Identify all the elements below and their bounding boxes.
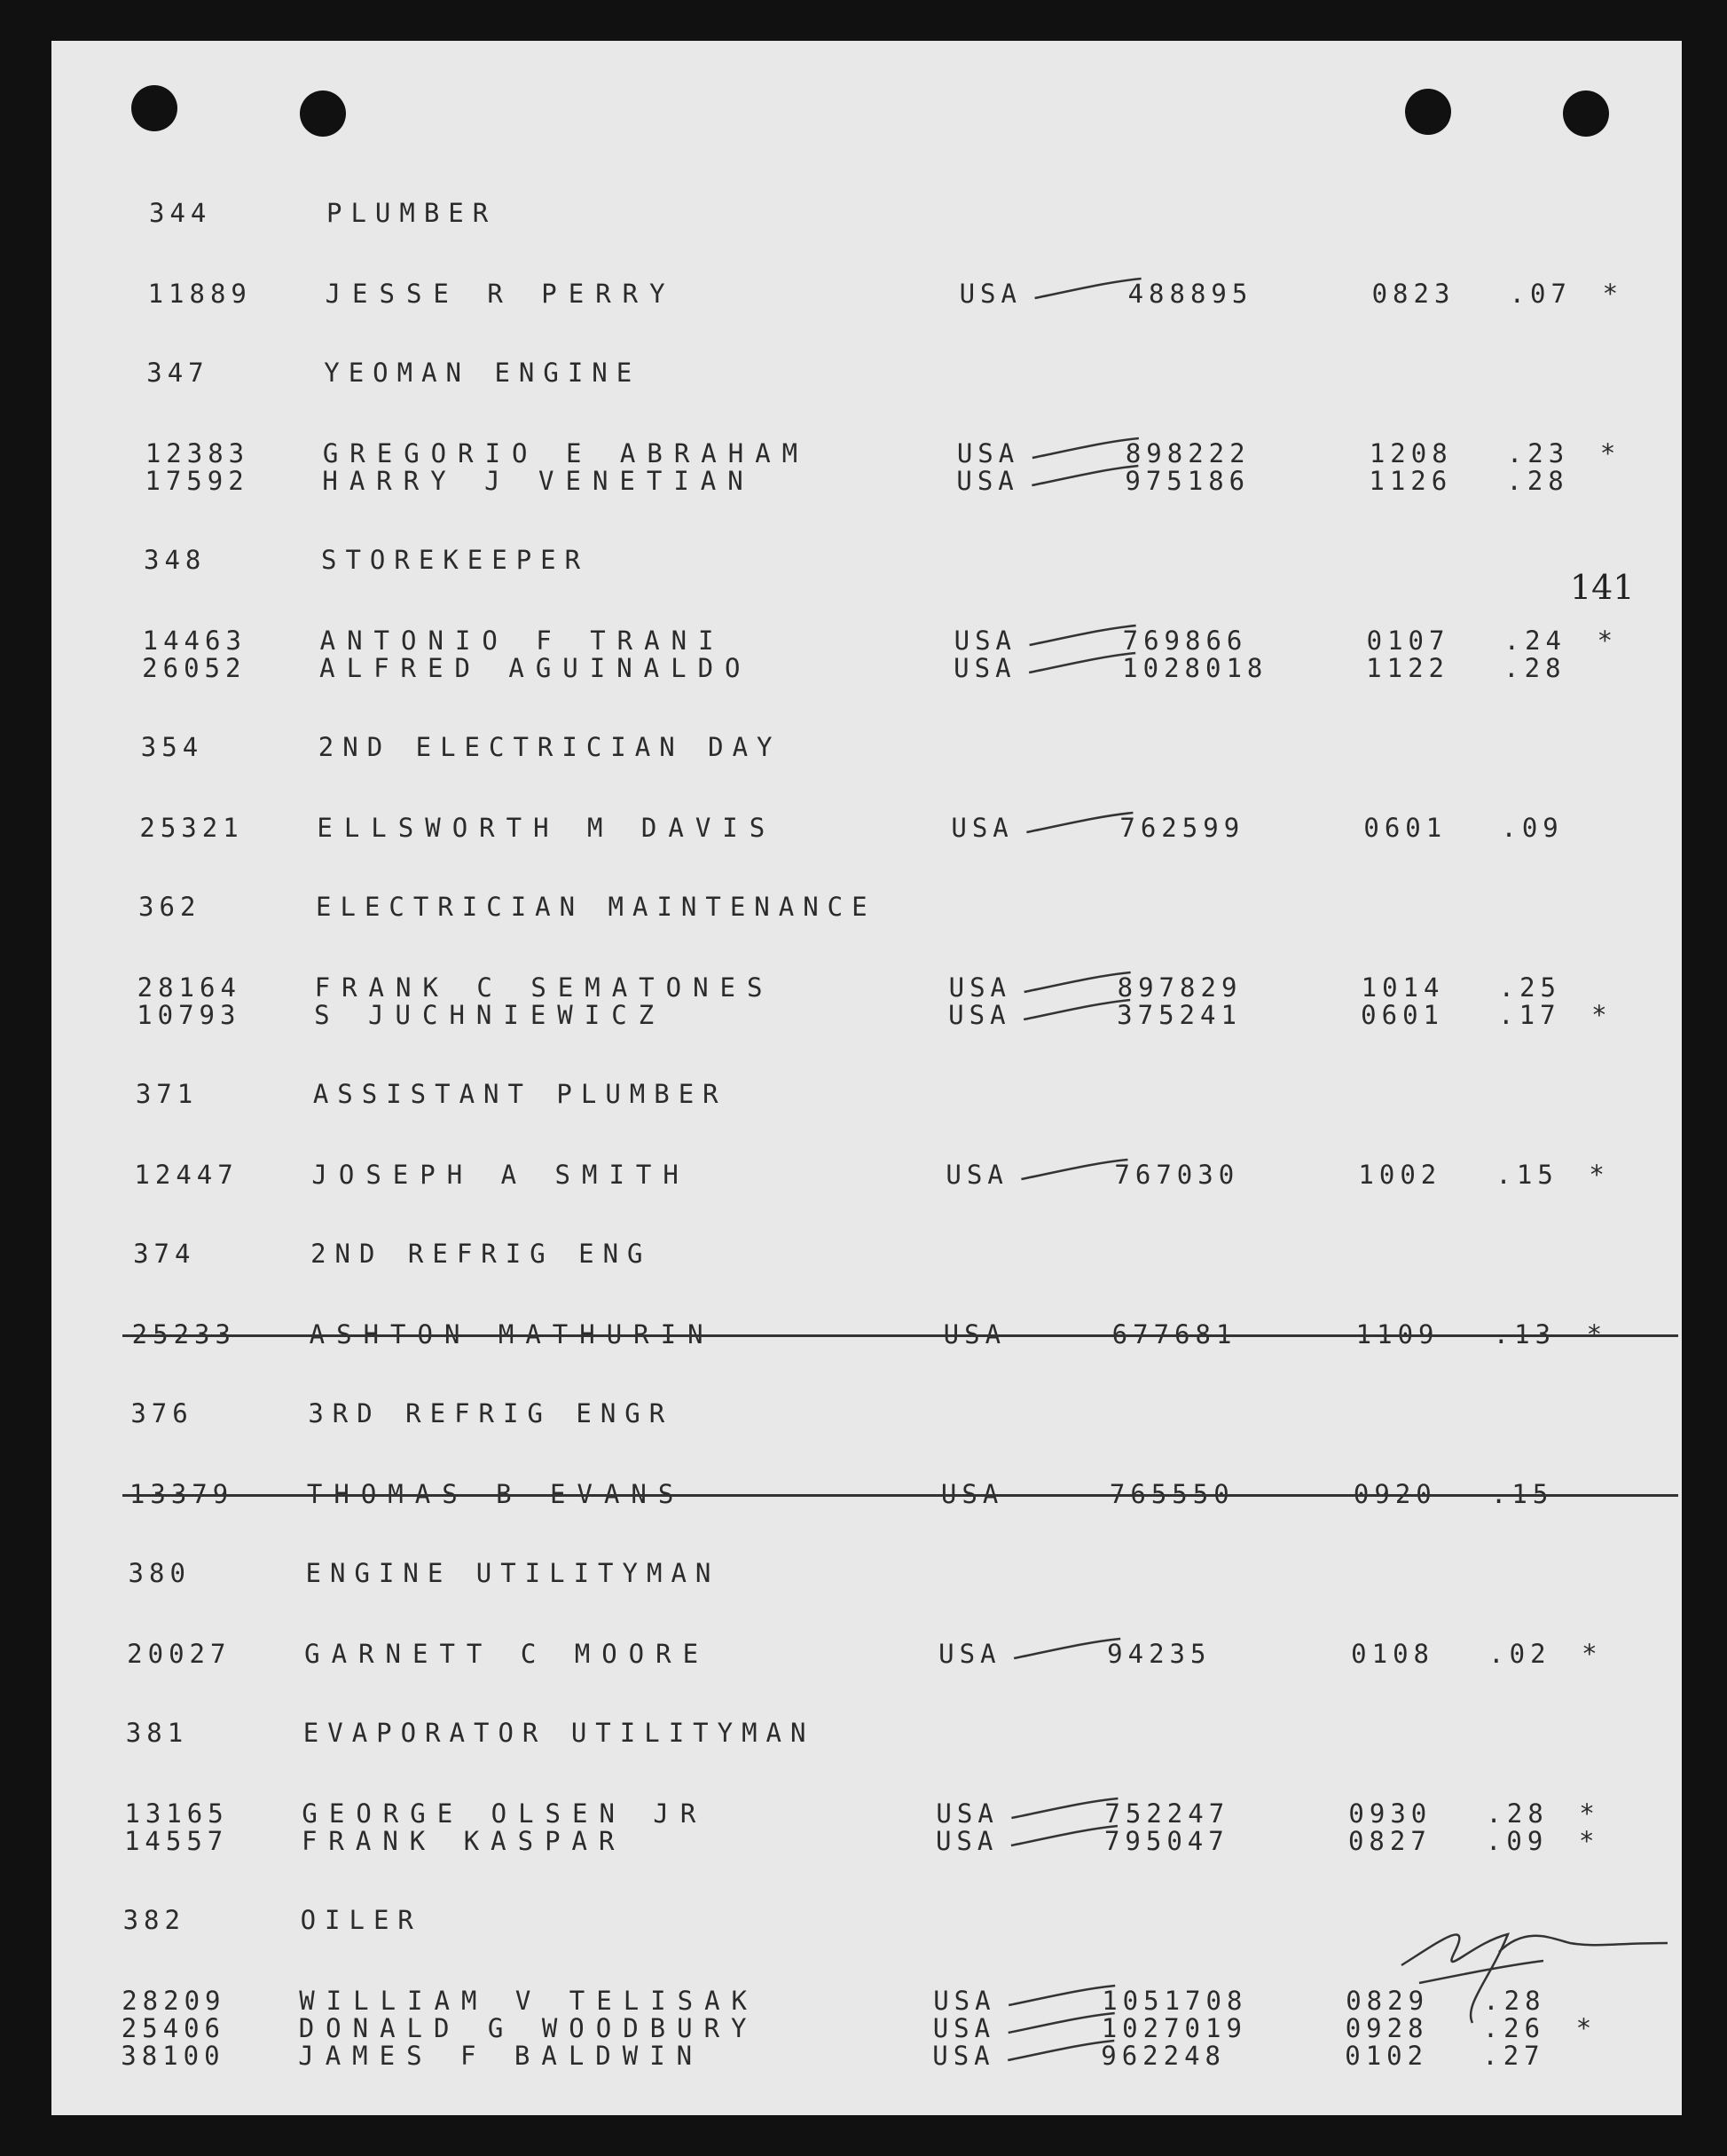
check-stroke bbox=[1035, 279, 1142, 298]
check-stroke bbox=[1011, 1798, 1118, 1818]
crew-name: THOMAS B EVANS bbox=[306, 1479, 686, 1509]
rate: .17 bbox=[1498, 1000, 1561, 1030]
citizenship: USA bbox=[956, 438, 1020, 468]
crew-name: HARRY J VENETIAN bbox=[322, 466, 755, 496]
citizenship: USA bbox=[932, 2041, 995, 2071]
citizenship: USA bbox=[948, 1000, 1011, 1030]
rate: .24 bbox=[1503, 626, 1567, 656]
mark: * bbox=[1589, 1160, 1610, 1190]
citizenship: USA bbox=[932, 2013, 996, 2043]
mark: * bbox=[1591, 1000, 1613, 1030]
check-stroke bbox=[1009, 2013, 1115, 2033]
date-code: 1208 bbox=[1369, 438, 1453, 468]
mark: * bbox=[1599, 438, 1621, 468]
id-number: 1028018 bbox=[1122, 653, 1268, 683]
check-stroke bbox=[1008, 2041, 1114, 2060]
check-stroke bbox=[1024, 1000, 1130, 1019]
date-code: 0930 bbox=[1348, 1798, 1433, 1829]
rating-title: ASSISTANT PLUMBER bbox=[312, 1079, 727, 1109]
rating-title: PLUMBER bbox=[326, 198, 498, 228]
date-code: 0928 bbox=[1345, 2013, 1429, 2043]
check-stroke bbox=[1021, 1160, 1127, 1179]
crew-name: GARNETT C MOORE bbox=[304, 1639, 710, 1669]
crew-number: 20027 bbox=[127, 1639, 232, 1669]
rate: .15 bbox=[1490, 1479, 1554, 1509]
crew-name: DONALD G WOODBURY bbox=[298, 2013, 758, 2043]
crew-name: FRANK C SEMATONES bbox=[314, 972, 774, 1003]
date-code: 0823 bbox=[1371, 279, 1456, 309]
mark: * bbox=[1578, 1826, 1600, 1856]
id-number: 795047 bbox=[1103, 1826, 1229, 1856]
mark: * bbox=[1579, 1798, 1600, 1829]
mark: * bbox=[1602, 279, 1624, 309]
crew-name: ELLSWORTH M DAVIS bbox=[317, 813, 777, 843]
date-code: 1126 bbox=[1369, 466, 1453, 496]
citizenship: USA bbox=[954, 653, 1017, 683]
crew-name: ALFRED AGUINALDO bbox=[319, 653, 752, 683]
citizenship: USA bbox=[933, 1986, 996, 2016]
rating-code: 362 bbox=[138, 892, 201, 922]
id-number: 975186 bbox=[1125, 466, 1251, 496]
rating-code: 347 bbox=[146, 358, 209, 388]
crew-name: ANTONIO F TRANI bbox=[319, 626, 726, 656]
citizenship: USA bbox=[935, 1826, 999, 1856]
rate: .23 bbox=[1506, 438, 1570, 468]
crew-number: 13379 bbox=[129, 1479, 234, 1509]
rating-title: 3RD REFRIG ENGR bbox=[308, 1398, 674, 1428]
rating-code: 380 bbox=[128, 1558, 191, 1588]
crew-number: 26052 bbox=[142, 653, 247, 683]
crew-name: GEORGE OLSEN JR bbox=[302, 1798, 708, 1829]
rating-title: YEOMAN ENGINE bbox=[324, 358, 641, 388]
signature bbox=[1401, 1934, 1668, 2023]
crew-name: JESSE R PERRY bbox=[325, 279, 677, 309]
crew-number: 28209 bbox=[122, 1986, 226, 2016]
id-number: 898222 bbox=[1125, 438, 1251, 468]
citizenship: USA bbox=[951, 813, 1014, 843]
rate: .25 bbox=[1498, 972, 1562, 1003]
rating-title: 2ND REFRIG ENG bbox=[310, 1239, 652, 1269]
check-stroke bbox=[1032, 438, 1139, 458]
citizenship: USA bbox=[956, 466, 1019, 496]
rate: .28 bbox=[1486, 1798, 1549, 1829]
rate: .09 bbox=[1501, 813, 1564, 843]
id-number: 1027019 bbox=[1101, 2013, 1247, 2043]
id-number: 962248 bbox=[1101, 2041, 1226, 2071]
citizenship: USA bbox=[948, 972, 1012, 1003]
rating-code: 382 bbox=[122, 1905, 185, 1935]
rate: .26 bbox=[1482, 2013, 1546, 2043]
crew-name: WILLIAM V TELISAK bbox=[299, 1986, 758, 2016]
mark: * bbox=[1586, 1319, 1608, 1349]
id-number: 677681 bbox=[1111, 1319, 1237, 1349]
rate: .28 bbox=[1506, 466, 1569, 496]
id-number: 769866 bbox=[1122, 626, 1248, 656]
check-stroke bbox=[1024, 972, 1131, 992]
rating-code: 374 bbox=[133, 1239, 196, 1269]
crew-number: 25406 bbox=[121, 2013, 226, 2043]
rating-code: 381 bbox=[125, 1718, 189, 1748]
crew-number: 25233 bbox=[131, 1319, 236, 1349]
date-code: 1014 bbox=[1361, 972, 1445, 1003]
rating-code: 376 bbox=[130, 1398, 193, 1428]
citizenship: USA bbox=[940, 1479, 1004, 1509]
crew-name: JAMES F BALDWIN bbox=[298, 2041, 704, 2071]
date-code: 0829 bbox=[1346, 1986, 1430, 2016]
crew-number: 28164 bbox=[137, 972, 241, 1003]
rating-title: ENGINE UTILITYMAN bbox=[305, 1558, 720, 1588]
check-stroke bbox=[1032, 466, 1138, 485]
citizenship: USA bbox=[946, 1160, 1009, 1190]
citizenship: USA bbox=[943, 1319, 1007, 1349]
date-code: 0920 bbox=[1353, 1479, 1437, 1509]
date-code: 0107 bbox=[1366, 626, 1450, 656]
citizenship: USA bbox=[954, 626, 1017, 656]
crew-number: 11889 bbox=[147, 279, 252, 309]
id-number: 375241 bbox=[1117, 1000, 1242, 1030]
crew-number: 25321 bbox=[139, 813, 244, 843]
check-stroke bbox=[1026, 813, 1133, 832]
date-code: 1002 bbox=[1358, 1160, 1442, 1190]
crew-name: ASHTON MATHURIN bbox=[309, 1319, 715, 1349]
rating-code: 344 bbox=[149, 198, 212, 228]
mark: * bbox=[1582, 1639, 1603, 1669]
rate: .07 bbox=[1509, 279, 1572, 309]
rate: .28 bbox=[1483, 1986, 1546, 2016]
rating-title: STOREKEEPER bbox=[321, 545, 590, 575]
date-code: 0601 bbox=[1361, 1000, 1445, 1030]
crew-name: GREGORIO E ABRAHAM bbox=[322, 438, 810, 468]
crew-number: 38100 bbox=[121, 2041, 225, 2071]
rating-code: 354 bbox=[140, 732, 204, 762]
rating-code: 371 bbox=[135, 1079, 199, 1109]
crew-number: 17592 bbox=[145, 466, 249, 496]
mark: * bbox=[1597, 626, 1619, 656]
check-stroke bbox=[1029, 653, 1135, 673]
id-number: 752247 bbox=[1104, 1798, 1230, 1829]
citizenship: USA bbox=[959, 279, 1022, 309]
date-code: 1122 bbox=[1366, 653, 1449, 683]
rating-title: OILER bbox=[300, 1905, 422, 1935]
rating-title: 2ND ELECTRICIAN DAY bbox=[318, 732, 781, 762]
citizenship: USA bbox=[938, 1639, 1001, 1669]
crew-number: 14557 bbox=[123, 1826, 229, 1856]
id-number: 767030 bbox=[1114, 1160, 1240, 1190]
date-code: 0102 bbox=[1345, 2041, 1429, 2071]
rating-title: EVAPORATOR UTILITYMAN bbox=[302, 1718, 815, 1748]
crew-name: FRANK KASPAR bbox=[301, 1826, 626, 1856]
id-number: 897829 bbox=[1117, 972, 1243, 1003]
id-number: 765550 bbox=[1109, 1479, 1235, 1509]
crew-number: 14463 bbox=[142, 626, 247, 656]
check-stroke bbox=[1014, 1639, 1120, 1658]
id-number: 762599 bbox=[1119, 813, 1245, 843]
citizenship: USA bbox=[936, 1798, 999, 1829]
crew-name: JOSEPH A SMITH bbox=[311, 1160, 690, 1190]
date-code: 0827 bbox=[1347, 1826, 1432, 1856]
rate: .13 bbox=[1493, 1319, 1557, 1349]
id-number: 1051708 bbox=[1102, 1986, 1248, 2016]
mark: * bbox=[1575, 2013, 1597, 2043]
rate: .28 bbox=[1503, 653, 1566, 683]
rate: .27 bbox=[1482, 2041, 1545, 2071]
crew-number: 12383 bbox=[145, 438, 250, 468]
crew-number: 13165 bbox=[124, 1798, 229, 1829]
id-number: 94235 bbox=[1107, 1639, 1212, 1669]
check-stroke bbox=[1030, 626, 1136, 645]
page-number: 141 bbox=[1570, 568, 1635, 607]
check-stroke bbox=[1011, 1826, 1118, 1845]
crew-number: 10793 bbox=[137, 1000, 241, 1030]
rating-code: 348 bbox=[144, 545, 207, 575]
date-code: 1109 bbox=[1355, 1319, 1440, 1349]
rating-title: ELECTRICIAN MAINTENANCE bbox=[316, 892, 876, 922]
date-code: 0601 bbox=[1363, 813, 1448, 843]
date-code: 0108 bbox=[1351, 1639, 1434, 1669]
rate: .15 bbox=[1495, 1160, 1558, 1190]
rate: .02 bbox=[1488, 1639, 1551, 1669]
check-stroke bbox=[1009, 1986, 1115, 2005]
crew-name: S JUCHNIEWICZ bbox=[314, 1000, 666, 1030]
id-number: 488895 bbox=[1127, 279, 1253, 309]
rate: .09 bbox=[1485, 1826, 1549, 1856]
crew-number: 12447 bbox=[134, 1160, 239, 1190]
